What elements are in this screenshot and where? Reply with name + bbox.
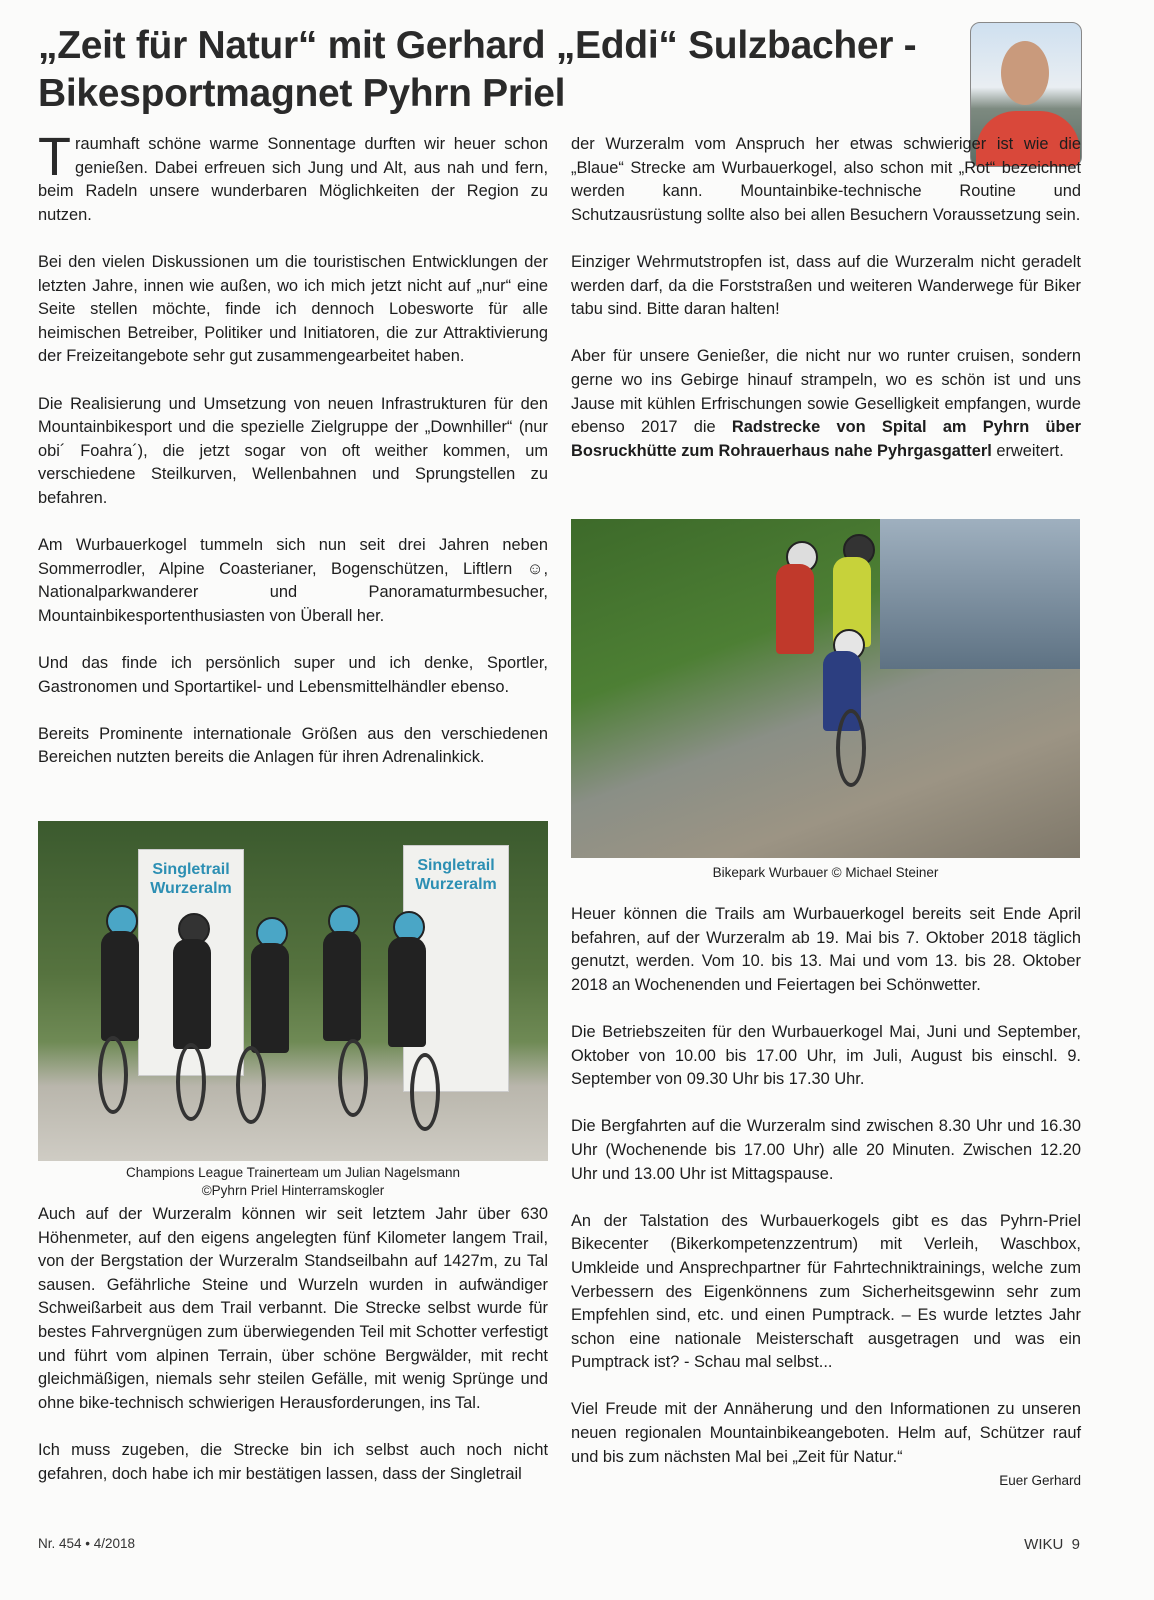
title-line-1: „Zeit für Natur“ mit Gerhard „Eddi“ Sulzbacher -: [38, 24, 917, 67]
paragraph: An der Talstation des Wurbauerkogels gibt es das Pyhrn-Priel Bikecenter (Bikerkompetenzzentrum) mit Verleih, Waschbox, Umkleide und Ansprechpartner für Fahrtechniktrainings, welche zum Verbessern des Eigenkönnens zum Sicherheitsgewinn sehr zum Empfehlen sind, etc. und einen Pumptrack. – Es wurde letztes Jahr schon eine nationale Meisterschaft ausgetragen und was ein Pumptrack ist? - Schau mal selbst...: [571, 1211, 1081, 1372]
paragraph: Bei den vielen Diskussionen um die touristischen Entwicklungen der letzten Jahre, innen wie außen, wo ich mich jetzt nicht auf „nur“ eine Seite stellen möchte, finde ich dennoch Lobesworte für alle heimischen Betreiber, Politiker und Initiatoren, die zur Attraktivierung der Freizeitangebote sehr gut zusammengearbeitet haben.: [38, 252, 548, 366]
author-signoff: Euer Gerhard: [999, 1473, 1081, 1489]
paragraph: Ich muss zugeben, die Strecke bin ich selbst auch noch nicht gefahren, doch habe ich mir bestätigen lassen, dass der Singletrail: [38, 1440, 548, 1483]
paragraph: der Wurzeralm vom Anspruch her etwas schwieriger ist wie die „Blaue“ Strecke am Wurbauerkogel, also schon mit „Rot“ bezeichnet werden kann. Mountainbike-technische Routine und Schutzausrüstung sollte also bei allen Besuchern Voraussetzung sein.: [571, 135, 1081, 224]
paragraph: Einziger Wehrmutstropfen ist, dass auf die Wurzeralm nicht geradelt werden darf, da die Forststraßen und weiteren Wanderwege für Biker tabu sind. Bitte daran halten!: [571, 252, 1081, 319]
paragraph: Auch auf der Wurzeralm können wir seit letztem Jahr über 630 Höhenmeter, auf den eigens angelegten fünf Kilometer langem Trail, von der Bergstation der Wurzeralm Standseilbahn auf 1427m, zu Tal sausen. Gefährliche Steine und Wurzeln wurden in aufwändiger Schweißarbeit aus dem Trail verbannt. Die Strecke selbst wurde für bestes Fahrvergnügen zum überwiegenden Teil mit Schotter verfestigt und führt vom alpinen Terrain, über schöne Bergwälder, mit recht gleichmäßigen, niemals sehr steilen Gefälle, mit wenig Sprünge und ohne bike-technisch schwierigen Herausforderungen, ins Tal.: [38, 1205, 548, 1412]
paragraph: Die Bergfahrten auf die Wurzeralm sind zwischen 8.30 Uhr und 16.30 Uhr (Wochenende bis 17.00 Uhr) alle 20 Minuten. Zwischen 12.20 Uhr und 13.00 Uhr ist Mittagspause.: [571, 1117, 1081, 1183]
photo-caption: Champions League Trainerteam um Julian Nagelsmann ©Pyhrn Priel Hinterramskogler: [126, 1165, 460, 1198]
paragraph: Aber für unsere Genießer, die nicht nur wo runter cruisen, sondern gerne wo ins Gebirge hinauf strampeln, wo es schön ist und uns Jause mit kühlen Erfrischungen sowie Geselligkeit empfangen, wurde ebenso 2017 die Radstrecke von Spital am Pyhrn über Bosruckhütte zum Rohrauerhaus nahe Pyhrgasgatterl erweitert.: [571, 347, 1081, 460]
article-title: [38, 22, 958, 118]
paragraph: Und das finde ich persönlich super und ich denke, Sportler, Gastronomen und Sportartikel- und Lebensmittelhändler ebenso.: [38, 654, 548, 696]
page-number: WIKU 9: [1024, 1536, 1080, 1553]
photo-caption: Bikepark Wurbauer © Michael Steiner: [712, 865, 939, 880]
paragraph: Viel Freude mit der Annäherung und den Informationen zu unseren neuen regionalen Mountainbikeangeboten. Helm auf, Schützer rauf und bis zum nächsten Mal bei „Zeit für Natur.“: [571, 1400, 1081, 1466]
bikepark-photo: [571, 519, 1080, 858]
paragraph: Die Realisierung und Umsetzung von neuen Infrastrukturen für den Mountainbikesport und die spezielle Zielgruppe der „Downhiller“ (nur obi´ Foahra´), die jetzt sogar von oft weither kommen, um verschiedene Steilkurven, Wellenbahnen und Sprungstellen zu befahren.: [38, 394, 548, 507]
singletrail-banner: Singletrail Wurzeralm: [138, 849, 244, 1076]
left-column-top: Traumhaft schöne warme Sonnentage durften wir heuer schon genießen. Dabei erfreuen sich Jung und Alt, aus nah und fern, beim Radeln unsere wunderbaren Möglichkeiten der Region zu nutzen. Bei den vielen Diskussionen um die touristischen Entwicklungen der letzten Jahre, innen wie außen, wo ich mich jetzt nicht auf „nur“ eine Seite stellen möchte, finde ich dennoch Lobesworte für alle heimischen Betreiber, Politiker und Initiatoren, die zur Attraktivierung der Freizeitangebote sehr gut zusammengearbeitet haben. Die Realisierung und Umsetzung von neuen Infrastrukturen für den Mountainbikesport und die spezielle Zielgruppe der „Downhiller“ (nur obi´ Foahra´), die jetzt sogar von oft weither kommen, um verschiedene Steilkurven, Wellenbahnen und Sprungstellen zu befahren. Am Wurbauerkogel tummeln sich nun seit drei Jahren neben Sommerrodler, Alpine Coasterianer, Bogenschützen, Liftlern ☺, Nationalparkwanderer und Panoramaturmbesucher, Mountainbikesportenthusiasten von Überall her. Und das finde ich persönlich super und ich denke, Sportler, Gastronomen und Sportartikel- und Lebensmittelhändler ebenso. Bereits Prominente internationale Größen aus den verschiedenen Bereichen nutzten bereits die Anlagen für ihren Adrenalinkick.: [38, 133, 548, 770]
left-column-bottom: [38, 1203, 548, 1486]
paragraph: Die Betriebszeiten für den Wurbauerkogel Mai, Juni und September, Oktober von 10.00 bis 17.00 Uhr, im Juli, August bis einschl. 9. September von 09.30 Uhr bis 17.30 Uhr.: [571, 1022, 1081, 1089]
paragraph: Bereits Prominente internationale Größen aus den verschiedenen Bereichen nutzten bereits die Anlagen für ihren Adrenalinkick.: [38, 724, 548, 767]
issue-number: Nr. 454 • 4/2018: [38, 1536, 136, 1551]
paragraph: Heuer können die Trails am Wurbauerkogel bereits seit Ende April befahren, auf der Wurzeralm ab 19. Mai bis 7. Oktober 2018 täglich genutzt, werden. Vom 10. bis 13. Mai und vom 13. bis 28. Oktober 2018 an Wochenenden und Feiertagen bei Schönwetter.: [571, 905, 1081, 994]
title-line-2: Bikesportmagnet Pyhrn Priel: [38, 72, 566, 115]
drop-cap: T: [38, 127, 71, 187]
trainer-team-photo: [38, 821, 548, 1161]
right-column-bottom: [571, 903, 1081, 1493]
singletrail-banner: Singletrail Wurzeralm: [403, 845, 509, 1092]
paragraph: Am Wurbauerkogel tummeln sich nun seit drei Jahren neben Sommerrodler, Alpine Coasterianer, Bogenschützen, Liftlern ☺, Nationalparkwanderer und Panoramaturmbesucher, Mountainbikesportenthusiasten von Überall her.: [38, 536, 548, 625]
right-column-top: [571, 133, 1081, 463]
highlighted-route: Radstrecke von Spital am Pyhrn über Bosruckhütte zum Rohrauerhaus nahe Pyhrgasgatterl: [571, 418, 1081, 460]
